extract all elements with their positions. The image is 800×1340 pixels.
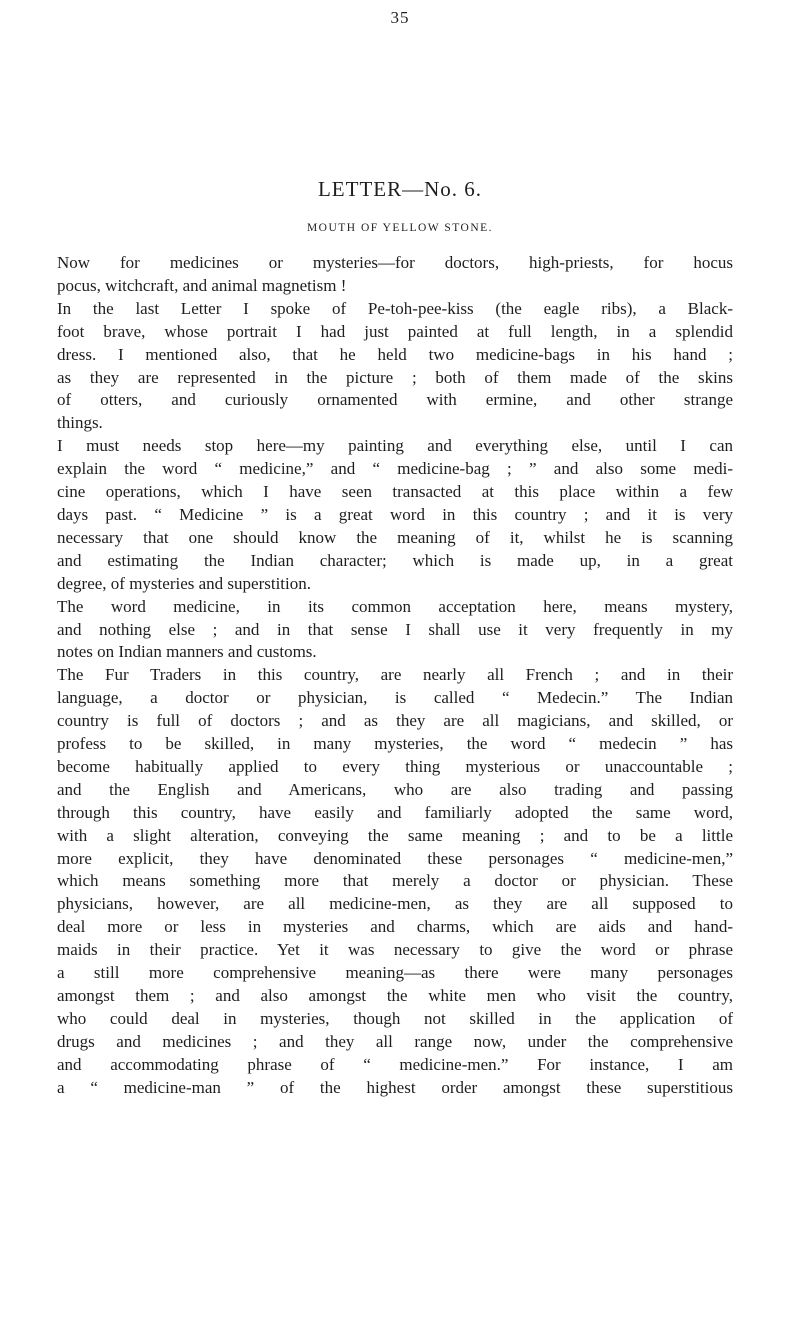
text-line: profess to be skilled, in many mysteries, the word “ medecin ” has	[57, 734, 733, 754]
text-line: a still more comprehensive meaning—as there were many personages	[57, 963, 733, 983]
text-line: with a slight alteration, conveying the same meaning ; and to be a little	[57, 825, 733, 845]
text-line: physicians, however, are all medicine-men, as they are all supposed to	[57, 894, 733, 914]
text-line: pocus, witchcraft, and animal magnetism !	[57, 275, 347, 295]
text-line: a “ medicine-man ” of the highest order amongst these superstitious	[57, 1077, 733, 1097]
text-line: more explicit, they have denominated these personages “ medicine-men,”	[57, 848, 733, 868]
text-line: and the English and Americans, who are also trading and passing	[57, 779, 733, 799]
location-subtitle: MOUTH OF YELLOW STONE.	[306, 222, 494, 234]
text-line: amongst them ; and also amongst the white men who visit the country,	[57, 986, 733, 1005]
text-line: and nothing else ; and in that sense I shall use it very frequently in my	[57, 619, 733, 639]
text-line: The word medicine, in its common acceptation here, means mystery,	[57, 596, 733, 616]
text-line: of otters, and curiously ornamented with ermine, and other strange	[57, 390, 733, 410]
text-line: I must needs stop here—my painting and everything else, until I can	[57, 436, 733, 456]
text-line: as they are represented in the picture ; both of them made of the skins	[57, 367, 733, 387]
text-line: things.	[57, 413, 103, 433]
text-line: maids in their practice. Yet it was necessary to give the word or phrase	[57, 940, 733, 960]
body-text	[57, 252, 733, 1100]
text-line: which means something more that merely a doctor or physician. These	[57, 871, 733, 891]
text-line: foot brave, whose portrait I had just painted at full length, in a splendid	[57, 321, 733, 341]
text-line: dress. I mentioned also, that he held two medicine-bags in his hand ;	[57, 344, 733, 364]
text-line: deal more or less in mysteries and charms, which are aids and hand-	[57, 917, 733, 937]
text-line: and accommodating phrase of “ medicine-men.” For instance, I am	[57, 1054, 733, 1074]
text-line: language, a doctor or physician, is called “ Medecin.” The Indian	[57, 688, 733, 708]
text-line: degree, of mysteries and superstition.	[57, 573, 311, 593]
letter-title: LETTER—No. 6.	[317, 177, 483, 201]
text-line: days past. “ Medicine ” is a great word in this country ; and it is very	[57, 504, 733, 524]
text-line: explain the word “ medicine,” and “ medicine-bag ; ” and also some medi-	[57, 459, 733, 479]
text-line: Now for medicines or mysteries—for doctors, high-priests, for hocus	[57, 253, 733, 272]
text-line: necessary that one should know the meaning of it, whilst he is scanning	[57, 527, 733, 547]
text-line: notes on Indian manners and customs.	[57, 642, 317, 662]
text-line: The Fur Traders in this country, are nearly all French ; and in their	[57, 665, 733, 685]
text-line: and estimating the Indian character; which is made up, in a great	[57, 550, 733, 570]
text-line: become habitually applied to every thing mysterious or unaccountable ;	[57, 756, 733, 776]
text-line: In the last Letter I spoke of Pe-toh-pee-kiss (the eagle ribs), a Black-	[57, 298, 733, 318]
text-line: drugs and medicines ; and they all range now, under the comprehensive	[57, 1031, 733, 1051]
page-number: 35	[390, 8, 410, 27]
text-line: who could deal in mysteries, though not skilled in the application of	[57, 1008, 733, 1028]
text-line: cine operations, which I have seen transacted at this place within a few	[57, 482, 733, 502]
text-line: through this country, have easily and familiarly adopted the same word,	[57, 802, 733, 822]
text-line: country is full of doctors ; and as they are all magicians, and skilled, or	[57, 711, 733, 731]
